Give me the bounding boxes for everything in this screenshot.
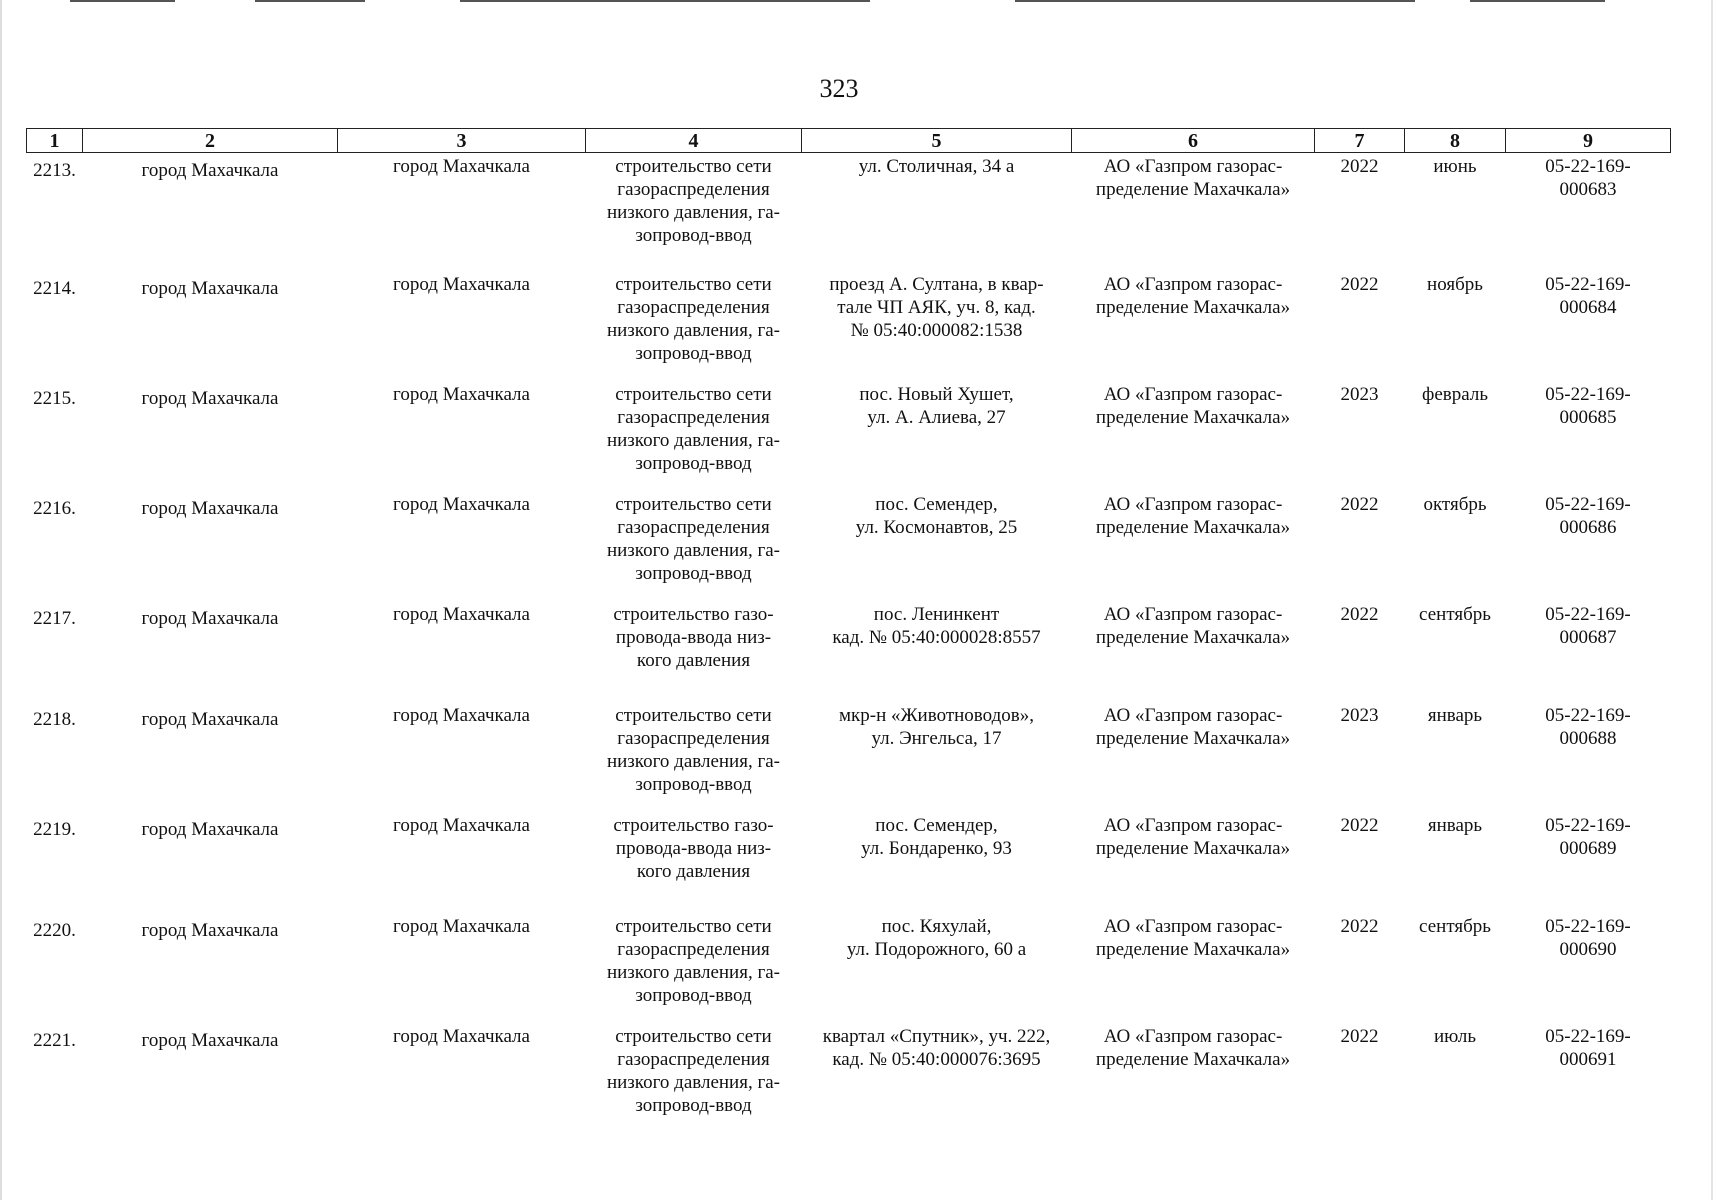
row-number: 2221. xyxy=(33,1029,76,1051)
address-cell: ул. Столичная, 34 а xyxy=(858,156,1015,177)
month-cell: январь xyxy=(1427,704,1483,726)
organization-cell: АО «Газпром газорас- пределение Махачкала» xyxy=(1095,1025,1291,1070)
table-row xyxy=(27,694,1671,804)
address-cell: пос. Кяхулай, ул. Подорожного, 60 а xyxy=(846,915,1027,960)
header-col-5: 5 xyxy=(802,129,1072,153)
register-table xyxy=(26,128,1671,1125)
scan-left-edge xyxy=(0,0,2,1200)
object-cell: строительство газо- провода-ввода низ- кого давления xyxy=(613,814,774,882)
header-col-7: 7 xyxy=(1315,129,1405,153)
address-cell: мкр-н «Животноводов», ул. Энгельса, 17 xyxy=(839,704,1034,749)
code-cell: 05-22-169- 000687 xyxy=(1545,603,1631,648)
address-cell: пос. Новый Хушет, ул. А. Алиева, 27 xyxy=(859,383,1014,428)
row-number: 2213. xyxy=(33,160,76,181)
header-col-8: 8 xyxy=(1405,129,1506,153)
object-cell: строительство сети газораспределения низкого давления, га- зопровод-ввод xyxy=(606,273,781,364)
municipality-cell: город Махачкала xyxy=(141,818,279,840)
month-cell: сентябрь xyxy=(1419,603,1491,625)
object-cell: строительство сети газораспределения низкого давления, га- зопровод-ввод xyxy=(606,156,781,246)
municipality-cell: город Махачкала xyxy=(141,160,279,181)
month-cell: июль xyxy=(1433,1025,1477,1047)
settlement-cell: город Махачкала xyxy=(393,493,530,515)
header-col-6: 6 xyxy=(1072,129,1315,153)
year-cell: 2022 xyxy=(1340,603,1379,625)
year-cell: 2022 xyxy=(1340,1025,1379,1047)
year-cell: 2022 xyxy=(1340,915,1379,937)
municipality-cell: город Махачкала xyxy=(141,387,279,409)
header-col-1: 1 xyxy=(27,129,83,153)
settlement-cell: город Махачкала xyxy=(393,814,530,836)
month-cell: сентябрь xyxy=(1419,915,1491,937)
month-cell: октябрь xyxy=(1423,493,1487,515)
table-header xyxy=(27,129,1671,153)
year-cell: 2022 xyxy=(1340,814,1379,836)
municipality-cell: город Махачкала xyxy=(141,497,279,519)
organization-cell: АО «Газпром газорас- пределение Махачкала» xyxy=(1095,383,1291,428)
settlement-cell: город Махачкала xyxy=(393,1025,530,1047)
address-cell: квартал «Спутник», уч. 222, кад. № 05:40:000076:3695 xyxy=(822,1025,1051,1070)
row-number: 2214. xyxy=(33,277,76,299)
header-col-4: 4 xyxy=(586,129,802,153)
code-cell: 05-22-169- 000690 xyxy=(1545,915,1631,960)
page-number: 323 xyxy=(819,74,859,103)
table-row xyxy=(27,804,1671,905)
organization-cell: АО «Газпром газорас- пределение Махачкала» xyxy=(1095,603,1291,648)
row-number: 2217. xyxy=(33,607,76,629)
table-row xyxy=(27,593,1671,694)
table-row xyxy=(27,483,1671,593)
table-row xyxy=(27,373,1671,483)
scan-top-rule xyxy=(460,0,870,2)
settlement-cell: город Махачкала xyxy=(393,156,530,177)
year-cell: 2023 xyxy=(1340,704,1379,726)
row-number: 2216. xyxy=(33,497,76,519)
year-cell: 2022 xyxy=(1340,156,1379,177)
organization-cell: АО «Газпром газорас- пределение Махачкала» xyxy=(1095,915,1291,960)
table-row xyxy=(27,905,1671,1015)
municipality-cell: город Махачкала xyxy=(141,1029,279,1051)
row-number: 2219. xyxy=(33,818,76,840)
address-cell: пос. Семендер, ул. Космонавтов, 25 xyxy=(855,493,1018,538)
settlement-cell: город Махачкала xyxy=(393,603,530,625)
code-cell: 05-22-169- 000684 xyxy=(1545,273,1631,318)
settlement-cell: город Махачкала xyxy=(393,915,530,937)
code-cell: 05-22-169- 000689 xyxy=(1545,814,1631,859)
municipality-cell: город Махачкала xyxy=(141,277,279,299)
row-number: 2218. xyxy=(33,708,76,730)
address-cell: проезд А. Султана, в квар- тале ЧП АЯК, уч. 8, кад. № 05:40:000082:1538 xyxy=(829,273,1044,341)
table-row xyxy=(27,1015,1671,1125)
object-cell: строительство сети газораспределения низкого давления, га- зопровод-ввод xyxy=(606,915,781,1006)
object-cell: строительство сети газораспределения низкого давления, га- зопровод-ввод xyxy=(606,704,781,795)
scan-top-rule xyxy=(70,0,175,2)
code-cell: 05-22-169- 000686 xyxy=(1545,493,1631,538)
address-cell: пос. Семендер, ул. Бондаренко, 93 xyxy=(861,814,1012,859)
organization-cell: АО «Газпром газорас- пределение Махачкала» xyxy=(1095,156,1291,200)
header-row xyxy=(27,129,1671,153)
object-cell: строительство газо- провода-ввода низ- кого давления xyxy=(613,603,774,671)
header-col-3: 3 xyxy=(338,129,586,153)
month-cell: февраль xyxy=(1422,383,1488,405)
object-cell: строительство сети газораспределения низкого давления, га- зопровод-ввод xyxy=(606,1025,781,1116)
code-cell: 05-22-169- 000691 xyxy=(1545,1025,1631,1070)
organization-cell: АО «Газпром газорас- пределение Махачкала» xyxy=(1095,273,1291,318)
settlement-cell: город Махачкала xyxy=(393,383,530,405)
code-cell: 05-22-169- 000688 xyxy=(1545,704,1631,749)
year-cell: 2022 xyxy=(1340,493,1379,515)
month-cell: июнь xyxy=(1433,156,1477,177)
settlement-cell: город Махачкала xyxy=(393,704,530,726)
organization-cell: АО «Газпром газорас- пределение Махачкала» xyxy=(1095,493,1291,538)
scan-top-rule xyxy=(1470,0,1605,2)
table-row xyxy=(27,263,1671,373)
municipality-cell: город Махачкала xyxy=(141,607,279,629)
address-cell: пос. Ленинкент кад. № 05:40:000028:8557 xyxy=(832,603,1041,648)
object-cell: строительство сети газораспределения низкого давления, га- зопровод-ввод xyxy=(606,493,781,584)
table-row xyxy=(27,153,1671,263)
row-number: 2220. xyxy=(33,919,76,941)
header-col-2: 2 xyxy=(83,129,338,153)
scan-top-rule xyxy=(255,0,365,2)
municipality-cell: город Махачкала xyxy=(141,708,279,730)
organization-cell: АО «Газпром газорас- пределение Махачкала» xyxy=(1095,814,1291,859)
month-cell: январь xyxy=(1427,814,1483,836)
object-cell: строительство сети газораспределения низкого давления, га- зопровод-ввод xyxy=(606,383,781,474)
code-cell: 05-22-169- 000685 xyxy=(1545,383,1631,428)
header-col-9: 9 xyxy=(1506,129,1671,153)
month-cell: ноябрь xyxy=(1427,273,1483,295)
year-cell: 2023 xyxy=(1340,383,1379,405)
row-number: 2215. xyxy=(33,387,76,409)
municipality-cell: город Махачкала xyxy=(141,919,279,941)
year-cell: 2022 xyxy=(1340,273,1379,295)
code-cell: 05-22-169- 000683 xyxy=(1545,156,1631,200)
scan-top-rule xyxy=(1015,0,1415,2)
table-body xyxy=(27,153,1671,1125)
organization-cell: АО «Газпром газорас- пределение Махачкала» xyxy=(1095,704,1291,749)
settlement-cell: город Махачкала xyxy=(393,273,530,295)
